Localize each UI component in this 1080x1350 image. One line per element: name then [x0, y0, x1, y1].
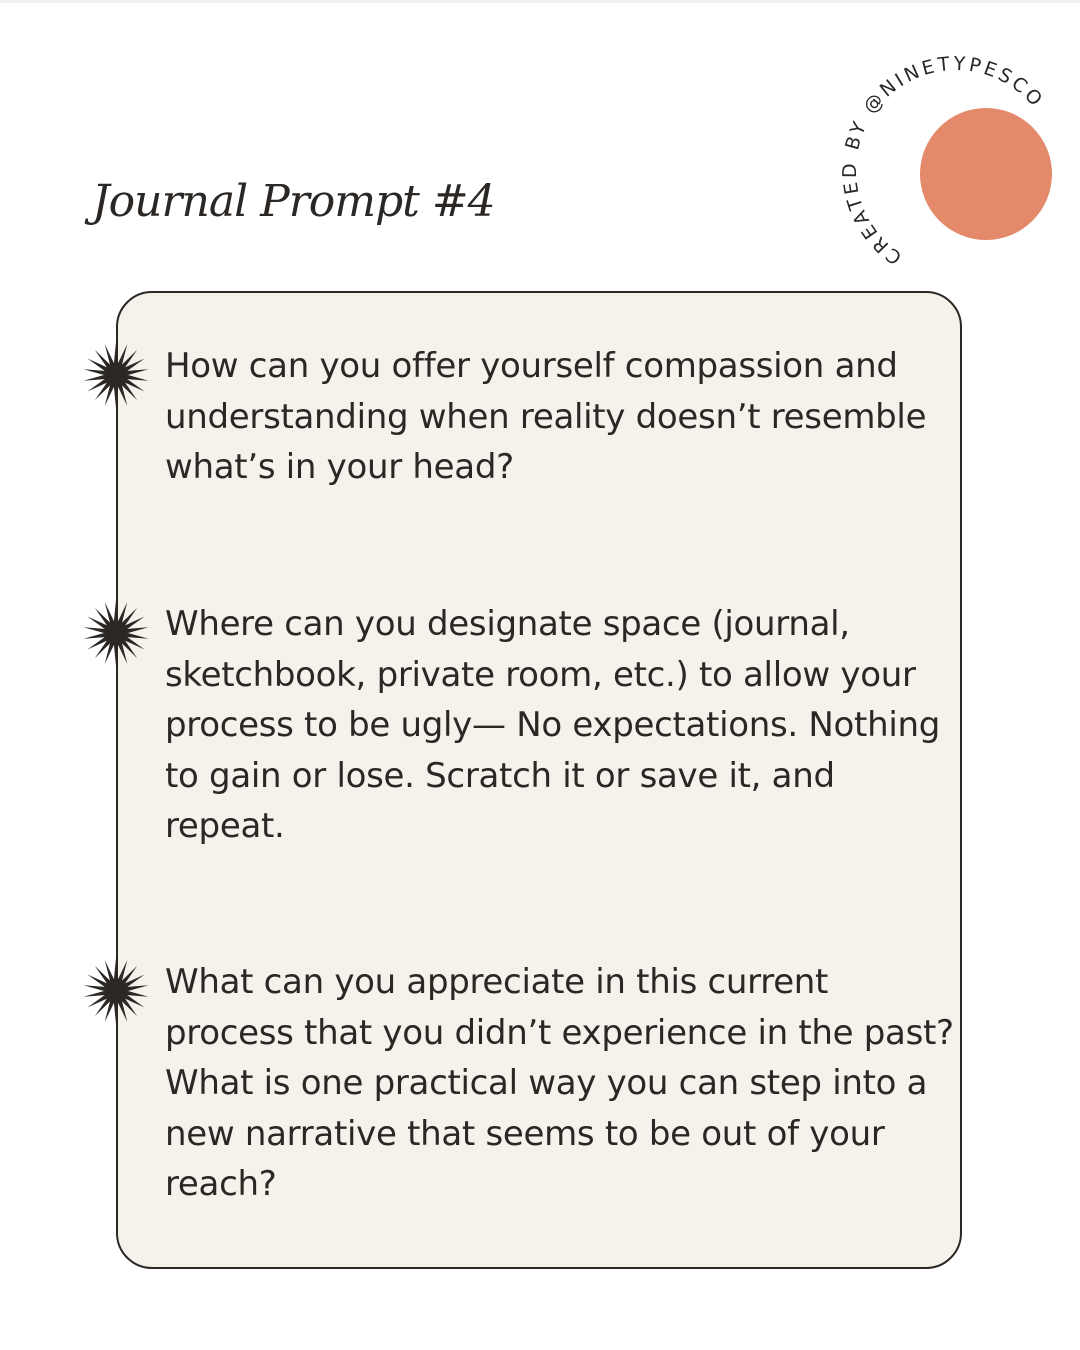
- created-by-stamp: [820, 52, 1060, 272]
- prompt-item: [0, 957, 1080, 1257]
- prompt-item: [0, 341, 1080, 641]
- prompt-text: What can you appreciate in this current process that you didn’t experience in the past? What is one practical way you can step into a new narrative that seems to be out of your reach?: [165, 962, 954, 1204]
- prompt-text: How can you offer yourself compassion and understanding when reality doesn’t resemble what’s in your head?: [165, 346, 927, 487]
- top-divider: [0, 0, 1080, 3]
- page-title: Journal Prompt #4: [92, 176, 495, 227]
- stamp-text: CREATED BY @NINETYPESCO: [839, 52, 1049, 269]
- prompt-item: [0, 599, 1080, 899]
- starburst-icon: [82, 341, 150, 409]
- starburst-icon: [82, 957, 150, 1025]
- starburst-icon: [82, 599, 150, 667]
- prompt-text: Where can you designate space (journal, sketchbook, private room, etc.) to allow your process to be ugly— No expectations. Nothing to gain or lose. Scratch it or save it, and repeat.: [165, 604, 941, 846]
- circle-badge-icon: [920, 108, 1052, 240]
